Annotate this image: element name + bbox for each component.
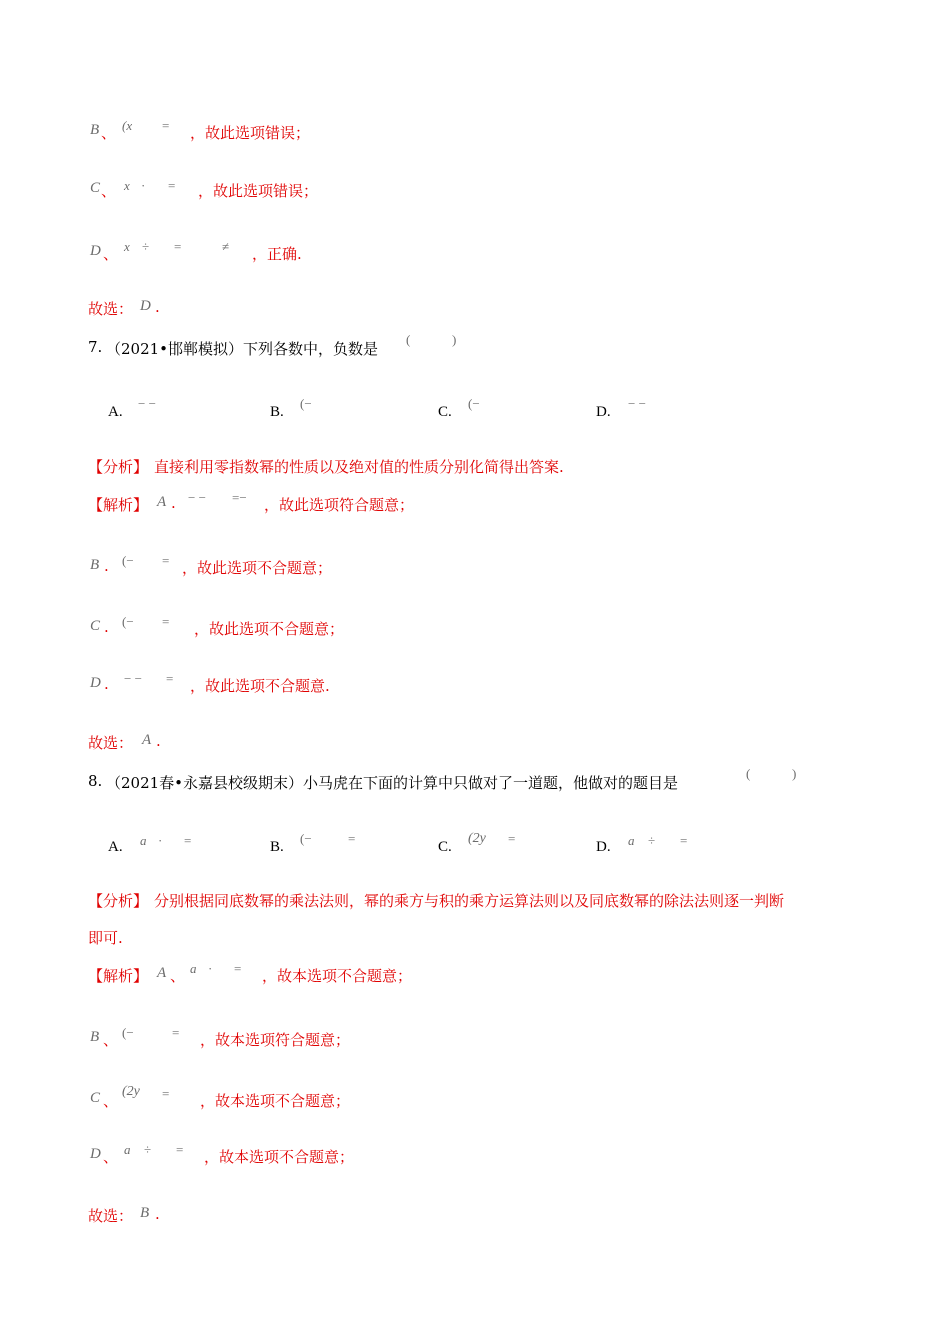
- option-c: [438, 402, 452, 421]
- question-text: （2021•邯郸模拟）下列各数中，负数是: [106, 340, 379, 358]
- math-expression: − −: [124, 671, 142, 686]
- option-d-math: =: [680, 833, 688, 848]
- math-expression: a: [190, 961, 197, 976]
- option-c-math: (−: [468, 396, 480, 411]
- option-b-math: =: [348, 831, 356, 846]
- math-expression: =: [234, 961, 242, 976]
- option-b: [270, 837, 284, 856]
- option-label: A.: [108, 404, 123, 420]
- separator: .: [104, 675, 109, 693]
- math-expression: =: [162, 1086, 170, 1101]
- analysis-tag: 【分析】: [88, 892, 149, 910]
- answer-paren-open: (: [746, 766, 751, 781]
- option-label: B: [90, 122, 100, 138]
- solution-tag: 【解析】: [88, 496, 149, 514]
- option-label: C.: [438, 404, 452, 420]
- answer-end: .: [155, 1205, 160, 1223]
- option-b-math: (−: [300, 396, 312, 411]
- question-number: 7.: [88, 338, 103, 356]
- solution-text: ，故本选项符合题意；: [200, 1031, 351, 1049]
- option-label: C.: [438, 839, 452, 855]
- option-label: D.: [596, 839, 611, 855]
- separator: 、: [170, 967, 186, 985]
- math-expression: − −: [188, 490, 206, 505]
- math-expression: (2y: [122, 1084, 140, 1099]
- math-expression: ÷: [142, 239, 150, 254]
- separator: .: [104, 557, 109, 575]
- option-c-math: =: [508, 831, 516, 846]
- analysis-tag: 【分析】: [88, 458, 149, 476]
- math-expression: =: [162, 118, 170, 133]
- option-label: D: [90, 1146, 101, 1162]
- question-number: 8.: [88, 772, 103, 790]
- option-c: [438, 837, 452, 856]
- answer-end: .: [155, 298, 160, 316]
- option-label: B: [90, 1029, 100, 1045]
- answer-choice: D: [140, 298, 151, 314]
- math-expression: =: [176, 1142, 184, 1157]
- math-expression: ·: [208, 961, 213, 976]
- math-expression: =: [166, 671, 174, 686]
- math-expression: =: [172, 1025, 180, 1040]
- separator: 、: [101, 182, 117, 200]
- question-text: （2021春•永嘉县校级期末）小马虎在下面的计算中只做对了一道题，他做对的题目是: [106, 774, 679, 792]
- separator: 、: [103, 245, 119, 263]
- option-label: C: [90, 1090, 101, 1106]
- option-a: [108, 837, 123, 856]
- answer-prefix: 故选：: [88, 1207, 134, 1225]
- answer-prefix: 故选：: [88, 734, 134, 752]
- analysis-text: 即可.: [88, 929, 123, 947]
- answer-prefix: 故选：: [88, 300, 134, 318]
- option-b: [270, 402, 284, 421]
- math-expression: ÷: [144, 1142, 152, 1157]
- option-label: B: [90, 557, 100, 573]
- analysis-text: 直接利用零指数幂的性质以及绝对值的性质分别化简得出答案.: [154, 458, 564, 476]
- answer-choice: B: [140, 1205, 150, 1221]
- math-expression: a: [124, 1142, 131, 1157]
- option-b-math: (−: [300, 831, 312, 846]
- solution-text: ，故此选项不合题意；: [194, 620, 345, 638]
- math-expression: =−: [232, 490, 247, 505]
- math-expression: =: [162, 553, 170, 568]
- option-label: A.: [108, 839, 123, 855]
- separator: .: [104, 618, 109, 636]
- separator: 、: [103, 1148, 119, 1166]
- solution-text: ，故本选项不合题意；: [200, 1092, 351, 1110]
- option-label: C: [90, 180, 101, 196]
- math-expression: x: [124, 178, 130, 193]
- math-expression: (x: [122, 118, 133, 133]
- math-expression: (−: [122, 553, 134, 568]
- math-expression: (−: [122, 1025, 134, 1040]
- separator: 、: [103, 1031, 119, 1049]
- option-d-math: ÷: [648, 833, 656, 848]
- option-label: D.: [596, 404, 611, 420]
- answer-choice: A: [142, 732, 152, 748]
- option-a-math: − −: [138, 396, 156, 411]
- option-label: B.: [270, 404, 284, 420]
- solution-text: ，故此选项错误；: [198, 182, 319, 200]
- separator: .: [171, 494, 176, 512]
- option-a: [108, 402, 123, 421]
- solution-text: ，故此选项错误；: [190, 124, 311, 142]
- option-label: D: [90, 243, 101, 259]
- answer-paren-open: (: [406, 332, 411, 347]
- solution-text: ，故此选项不合题意；: [182, 559, 333, 577]
- option-c-math: (2y: [468, 831, 486, 846]
- math-expression: ·: [141, 178, 146, 193]
- solution-text: ，正确.: [252, 245, 302, 263]
- answer-paren-close: ): [452, 332, 457, 347]
- math-expression: =: [162, 614, 170, 629]
- math-expression: (−: [122, 614, 134, 629]
- option-d-math: a: [628, 833, 635, 848]
- option-a-math: ·: [158, 833, 163, 848]
- solution-text: ，故本选项不合题意；: [204, 1148, 355, 1166]
- option-a-math: =: [184, 833, 192, 848]
- option-label: B.: [270, 839, 284, 855]
- separator: 、: [101, 124, 117, 142]
- option-d-math: − −: [628, 396, 646, 411]
- math-expression: =: [174, 239, 182, 254]
- analysis-text: 分别根据同底数幂的乘法法则，幂的乘方与积的乘方运算法则以及同底数幂的除法法则逐一判断: [154, 892, 785, 910]
- option-d: [596, 402, 611, 421]
- option-label: C: [90, 618, 101, 634]
- separator: 、: [103, 1092, 119, 1110]
- math-expression: x: [124, 239, 130, 254]
- option-label: A: [157, 965, 167, 981]
- option-d: [596, 837, 611, 856]
- option-label: D: [90, 675, 101, 691]
- math-expression: ≠: [222, 239, 230, 254]
- solution-tag: 【解析】: [88, 967, 149, 985]
- option-label: A: [157, 494, 167, 510]
- math-expression: =: [168, 178, 176, 193]
- answer-paren-close: ): [792, 766, 797, 781]
- solution-text: ，故此选项符合题意；: [264, 496, 415, 514]
- solution-text: ，故本选项不合题意；: [262, 967, 413, 985]
- solution-text: ，故此选项不合题意.: [190, 677, 330, 695]
- answer-end: .: [156, 732, 161, 750]
- option-a-math: a: [140, 833, 147, 848]
